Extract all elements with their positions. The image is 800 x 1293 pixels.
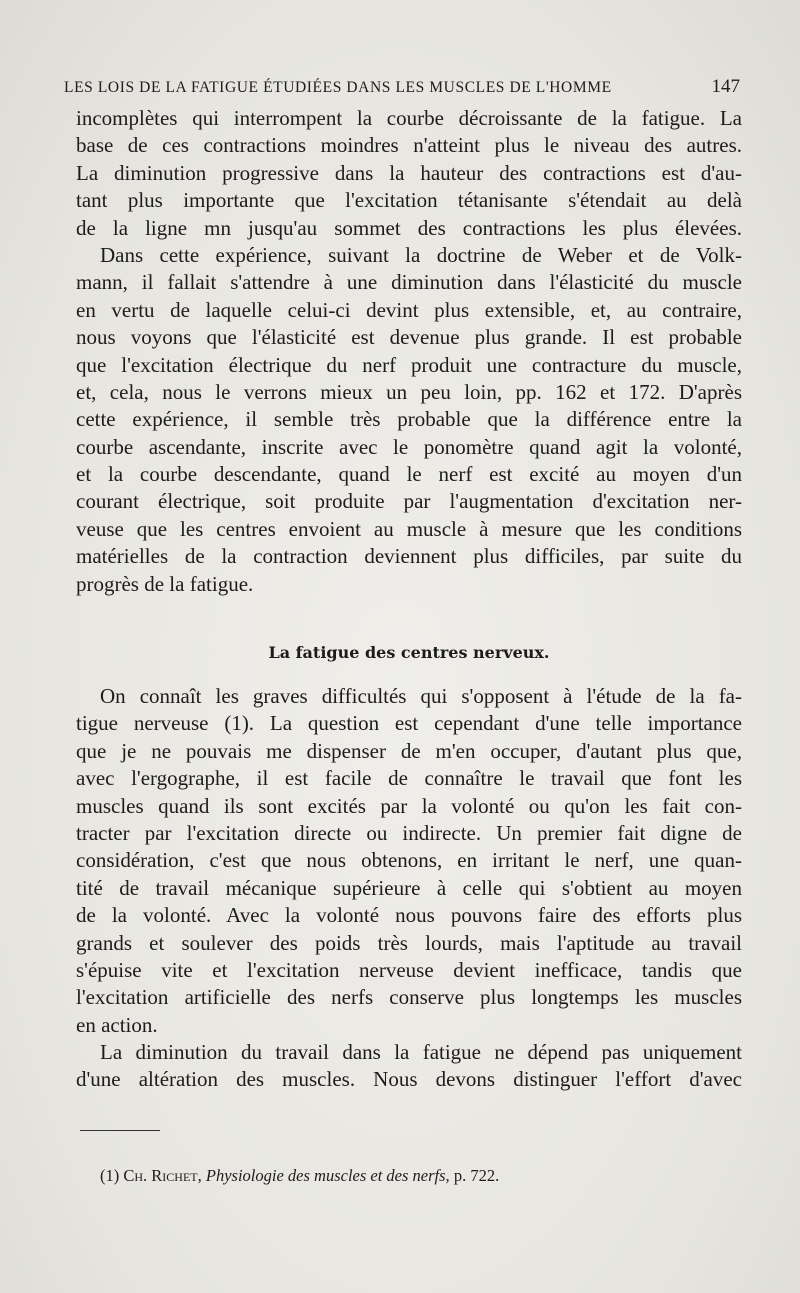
text-line: grands et soulever des poids très lourds, mais l'aptitude au travail xyxy=(76,930,742,955)
text-line: muscles quand ils sont excités par la volonté ou qu'on les fait con- xyxy=(76,793,742,818)
text-line: et la courbe descendante, quand le nerf est excité au moyen d'un xyxy=(76,462,742,487)
footnote-page: p. 722. xyxy=(453,1166,500,1185)
footnote xyxy=(100,1166,740,1186)
section-heading: La fatigue des centres nerveux. xyxy=(268,643,550,662)
footnote-author: Ch. Richet, xyxy=(123,1166,202,1185)
text-line: courant électrique, soit produite par l'augmentation d'excitation ner- xyxy=(76,489,742,514)
text-line: et, cela, nous le verrons mieux un peu loin, pp. 162 et 172. D'après xyxy=(76,379,742,404)
text-line: que l'excitation électrique du nerf produit une contracture du muscle, xyxy=(76,352,742,377)
text-line: d'une altération des muscles. Nous devons distinguer l'effort d'avec xyxy=(76,1067,742,1092)
text-line: de la ligne mn jusqu'au sommet des contractions les plus élevées. xyxy=(76,215,742,240)
running-title: LES LOIS DE LA FATIGUE ÉTUDIÉES DANS LES MUSCLES DE L'HOMME xyxy=(64,79,612,96)
text-line: Dans cette expérience, suivant la doctrine de Weber et de Volk- xyxy=(100,242,742,267)
text-line: l'excitation artificielle des nerfs conserve plus longtemps les muscles xyxy=(76,985,742,1010)
text-line: mann, il fallait s'attendre à une diminution dans l'élasticité du muscle xyxy=(76,270,742,295)
text-line: veuse que les centres envoient au muscle à mesure que les conditions xyxy=(76,516,742,541)
text-line: tracter par l'excitation directe ou indirecte. Un premier fait digne de xyxy=(76,820,742,845)
text-line: incomplètes qui interrompent la courbe décroissante de la fatigue. La xyxy=(76,106,742,130)
text-line: en action. xyxy=(76,1012,158,1037)
running-header xyxy=(64,76,740,98)
text-line: cette expérience, il semble très probable que la différence entre la xyxy=(76,407,742,432)
text-line: tité de travail mécanique supérieure à celle qui s'obtient au moyen xyxy=(76,875,742,900)
text-line: que je ne pouvais me dispenser de m'en occuper, d'autant plus que, xyxy=(76,738,742,763)
text-line: matérielles de la contraction deviennent plus difficiles, par suite du xyxy=(76,544,742,569)
footnote-title: Physiologie des muscles et des nerfs, xyxy=(205,1166,450,1185)
text-line: courbe ascendante, inscrite avec le ponomètre quand agit la volonté, xyxy=(76,434,742,459)
text-line: considération, c'est que nous obtenons, en irritant le nerf, une quan- xyxy=(76,848,742,873)
upper-text-block xyxy=(76,105,742,598)
text-line: tigue nerveuse (1). La question est cependant d'une telle importance xyxy=(76,711,742,736)
text-line: de la volonté. Avec la volonté nous pouvons faire des efforts plus xyxy=(76,903,742,928)
text-line: nous voyons que l'élasticité est devenue plus grande. Il est probable xyxy=(76,325,742,350)
text-line: avec l'ergographe, il est facile de connaître le travail que font les xyxy=(76,766,742,791)
page-number: 147 xyxy=(711,76,740,97)
footnote-marker: (1) xyxy=(100,1166,120,1185)
text-line: base de ces contractions moindres n'atteint plus le niveau des autres. xyxy=(76,133,742,158)
text-line: La diminution progressive dans la hauteur des contractions est d'au- xyxy=(76,160,742,185)
text-line: s'épuise vite et l'excitation nerveuse devient inefficace, tandis que xyxy=(76,957,742,982)
text-line: progrès de la fatigue. xyxy=(76,571,254,596)
text-line: La diminution du travail dans la fatigue ne dépend pas uniquement xyxy=(100,1040,742,1065)
lower-text-block xyxy=(76,683,742,1094)
text-line: en vertu de laquelle celui-ci devint plus extensible, et, au contraire, xyxy=(76,297,742,322)
text-line: On connaît les graves difficultés qui s'opposent à l'étude de la fa- xyxy=(100,684,742,708)
text-line: tant plus importante que l'excitation tétanisante s'étendait au delà xyxy=(76,188,742,213)
footnote-divider xyxy=(80,1130,160,1131)
